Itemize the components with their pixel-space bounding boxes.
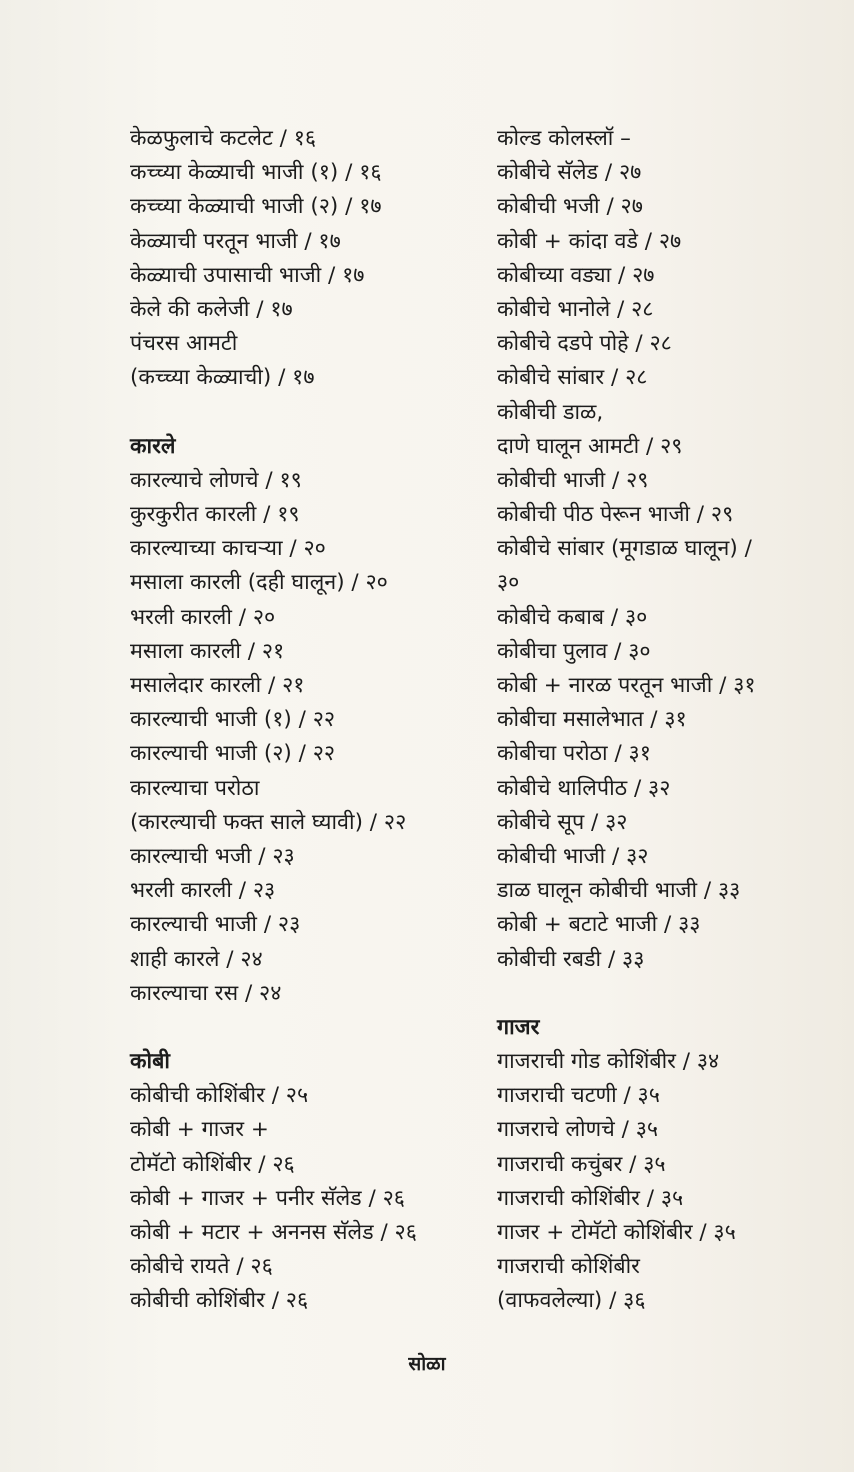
index-entry: कोबीची रबडी / ३३ xyxy=(497,946,645,972)
index-entry: केळ्याची परतून भाजी / १७ xyxy=(130,228,341,254)
index-entry: कोबी + कांदा वडे / २७ xyxy=(497,228,682,254)
index-entry: शाही कारले / २४ xyxy=(130,946,263,972)
right-column xyxy=(497,122,842,1319)
index-entry: कोबीची भाजी / ३२ xyxy=(497,843,649,869)
index-entry: कोबी + गाजर + पनीर सॅलेड / २६ xyxy=(130,1185,405,1211)
index-entry: गाजराची गोड कोशिंबीर / ३४ xyxy=(497,1049,720,1075)
index-entry: कोबी + मटार + अननस सॅलेड / २६ xyxy=(130,1220,417,1245)
index-entry: गाजराची कोशिंबीर xyxy=(497,1254,640,1280)
index-entry: कोबीचे दडपे पोहे / २८ xyxy=(497,331,672,357)
index-entry: कोबीची कोशिंबीर / २६ xyxy=(130,1288,309,1314)
section-heading: गाजर xyxy=(497,1014,540,1040)
index-entry: कारल्याची भजी / २३ xyxy=(130,843,295,869)
index-entry: गाजराची चटणी / ३५ xyxy=(497,1083,660,1109)
page-number: सोळा xyxy=(408,1353,446,1375)
index-entry: कोबीचे सूप / ३२ xyxy=(497,809,628,835)
index-entry: मसाला कारली (दही घालून) / २० xyxy=(130,570,388,596)
index-entry: (कारल्याची फक्त साले घ्यावी) / २२ xyxy=(130,809,407,835)
index-entry: भरली कारली / २० xyxy=(130,604,276,630)
index-entry: कोबीची पीठ पेरून भाजी / २९ xyxy=(497,502,734,528)
index-entry: कोल्ड कोलस्लॉ – xyxy=(497,126,631,151)
section-heading: कोबी xyxy=(130,1049,170,1075)
index-entry: कोबीचे सांबार (मूगडाळ घालून) / xyxy=(497,536,752,562)
section-gap xyxy=(130,1011,490,1045)
index-entry: गाजराची कचुंबर / ३५ xyxy=(497,1151,666,1177)
index-entry: कोबीचा मसालेभात / ३१ xyxy=(497,707,687,733)
index-entry: टोमॅटो कोशिंबीर / २६ xyxy=(130,1151,295,1177)
index-entry: कोबीची डाळ, xyxy=(497,399,604,425)
index-entry: कोबी + नारळ परतून भाजी / ३१ xyxy=(497,673,756,698)
index-entry: कोबीचे सॅलेड / २७ xyxy=(497,160,642,186)
index-entry: गाजराची कोशिंबीर / ३५ xyxy=(497,1185,684,1211)
index-entry: गाजर + टोमॅटो कोशिंबीर / ३५ xyxy=(497,1220,736,1245)
left-column xyxy=(130,122,490,1319)
section-heading: कारले xyxy=(130,433,176,459)
index-entry: कच्च्या केळ्याची भाजी (२) / १७ xyxy=(130,194,382,220)
index-entry: केळफुलाचे कटलेट / १६ xyxy=(130,126,317,151)
index-entry: कोबीच्या वड्या / २७ xyxy=(497,262,655,288)
index-entry: मसालेदार कारली / २१ xyxy=(130,673,305,698)
index-entry: (कच्च्या केळ्याची) / १७ xyxy=(130,365,315,391)
index-entry: कारल्याचा रस / २४ xyxy=(130,980,282,1006)
index-entry: कोबीचा पुलाव / ३० xyxy=(497,638,651,664)
index-entry: कुरकुरीत कारली / १९ xyxy=(130,502,300,528)
index-entry: कोबीचे थालिपीठ / ३२ xyxy=(497,775,671,801)
index-entry: कोबीचे रायते / २६ xyxy=(130,1254,273,1280)
index-entry: केळ्याची उपासाची भाजी / १७ xyxy=(130,262,365,288)
index-entry: डाळ घालून कोबीची भाजी / ३३ xyxy=(497,878,741,904)
index-entry: कोबीचे कबाब / ३० xyxy=(497,604,648,630)
section-gap xyxy=(497,977,842,1011)
index-entry: ३० xyxy=(497,570,520,596)
index-entry: पंचरस आमटी xyxy=(130,331,238,357)
index-entry: कारल्याची भाजी (१) / २२ xyxy=(130,707,336,733)
index-entry: (वाफवलेल्या) / ३६ xyxy=(497,1288,646,1314)
index-entry: कोबीचे सांबार / २८ xyxy=(497,365,648,391)
index-entry: कारल्याच्या काचऱ्या / २० xyxy=(130,536,326,562)
index-entry: कोबीचा परोठा / ३१ xyxy=(497,741,651,767)
index-entry: कारल्याचा परोठा xyxy=(130,775,260,801)
index-entry: दाणे घालून आमटी / २९ xyxy=(497,433,683,459)
index-entry: मसाला कारली / २१ xyxy=(130,638,285,664)
index-entry: केले की कलेजी / १७ xyxy=(130,296,293,322)
index-entry: कोबीची भजी / २७ xyxy=(497,194,643,220)
index-entry: कोबीची कोशिंबीर / २५ xyxy=(130,1083,309,1109)
index-entry: कोबी + बटाटे भाजी / ३३ xyxy=(497,912,701,938)
index-entry: कच्च्या केळ्याची भाजी (१) / १६ xyxy=(130,160,382,186)
index-entry: कोबीची भाजी / २९ xyxy=(497,467,649,493)
index-entry: कोबी + गाजर + xyxy=(130,1117,269,1143)
index-entry: कारल्याची भाजी (२) / २२ xyxy=(130,741,336,767)
index-entry: भरली कारली / २३ xyxy=(130,878,276,904)
section-gap xyxy=(130,396,490,430)
index-entry: कारल्याची भाजी / २३ xyxy=(130,912,301,938)
index-entry: कारल्याचे लोणचे / १९ xyxy=(130,467,302,493)
index-entry: गाजराचे लोणचे / ३५ xyxy=(497,1117,659,1143)
index-entry: कोबीचे भानोले / २८ xyxy=(497,296,654,322)
